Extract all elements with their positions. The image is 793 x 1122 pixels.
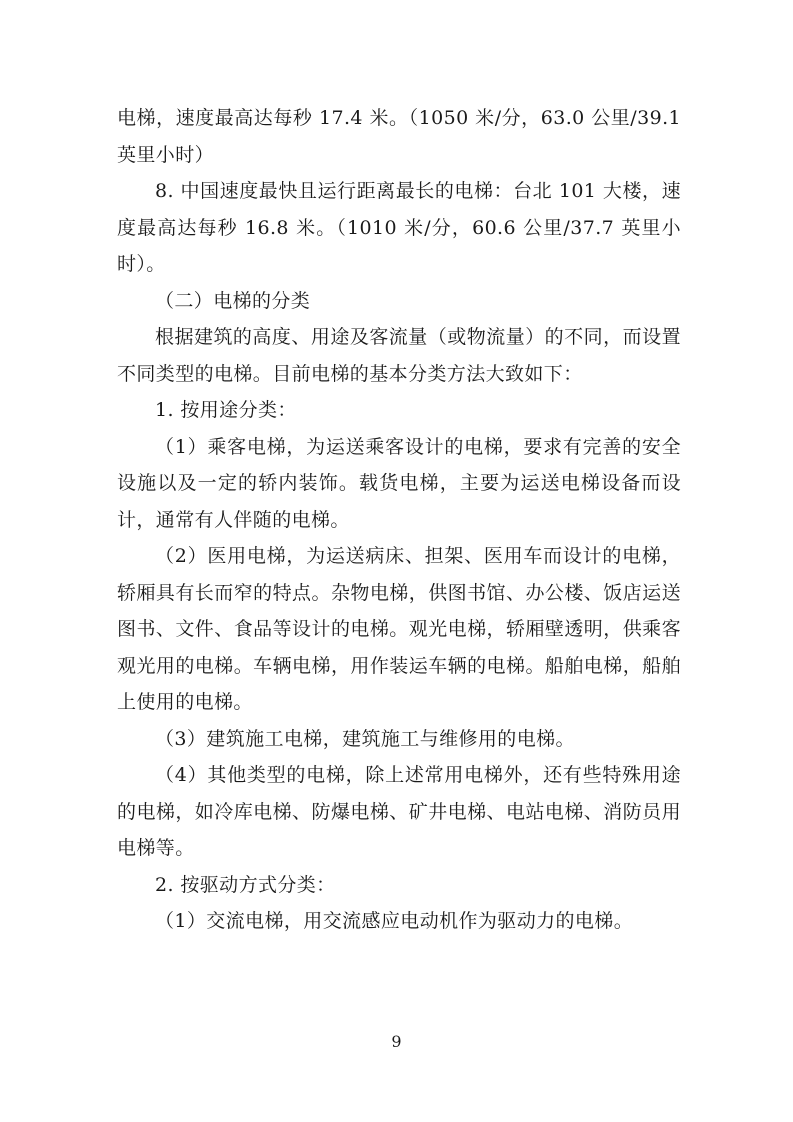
- paragraph-use-3: （3）建筑施工电梯，建筑施工与维修用的电梯。: [155, 727, 575, 750]
- page-number: 9: [391, 1032, 402, 1051]
- body-text: [117, 100, 681, 940]
- paragraph-use-1: （1）乘客电梯，为运送乘客设计的电梯，要求有完善的安全设施以及一定的轿内装饰。载货电梯，主要为运送电梯设备而设计，通常有人伴随的电梯。: [117, 435, 681, 531]
- subheading-by-use: 1. 按用途分类：: [155, 399, 297, 421]
- paragraph-drive-1: （1）交流电梯，用交流感应电动机作为驱动力的电梯。: [155, 910, 634, 932]
- section-heading-classification: （二）电梯的分类: [155, 289, 311, 312]
- subheading-by-drive: 2. 按驱动方式分类：: [155, 873, 336, 896]
- paragraph-classification-intro: 根据建筑的高度、用途及客流量（或物流量）的不同，而设置不同类型的电梯。目前电梯的基本分类方法大致如下：: [117, 326, 681, 385]
- paragraph-speed-continuation: 电梯，速度最高达每秒 17.4 米。（1050 米/分，63.0 公里/39.1 英里小时）: [117, 107, 681, 166]
- paragraph-item-8: 8. 中国速度最快且运行距离最长的电梯：台北 101 大楼，速度最高达每秒 16.8 米。（1010 米/分，60.6 公里/37.7 英里小时）。: [117, 180, 681, 275]
- paragraph-use-4: （4）其他类型的电梯，除上述常用电梯外，还有些特殊用途的电梯，如冷库电梯、防爆电梯、矿井电梯、电站电梯、消防员用电梯等。: [117, 764, 681, 859]
- paragraph-use-2: （2）医用电梯，为运送病床、担架、医用车而设计的电梯，轿厢具有长而窄的特点。杂物电梯，供图书馆、办公楼、饭店运送图书、文件、食品等设计的电梯。观光电梯，轿厢壁透明，供乘客观光用的电梯。车辆电梯，用作装运车辆的电梯。船舶电梯，船舶上使用的电梯。: [117, 545, 681, 713]
